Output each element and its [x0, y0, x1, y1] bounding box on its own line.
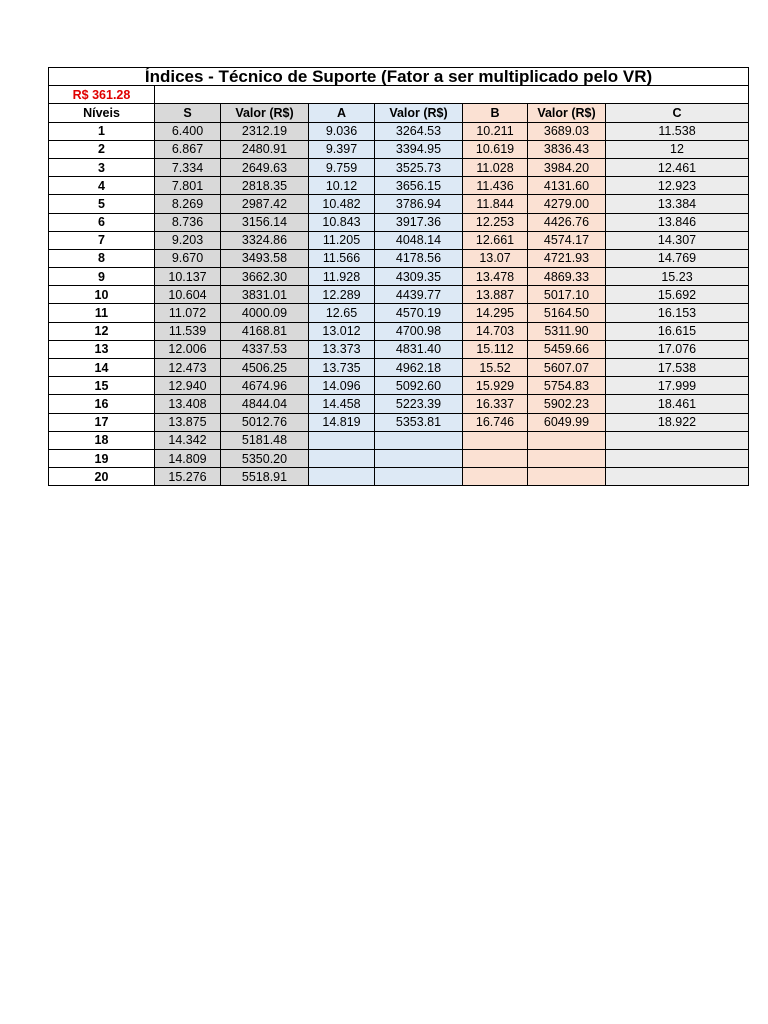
cell-b: 10.211 — [463, 122, 528, 140]
header-valor-b: Valor (R$) — [528, 104, 606, 122]
cell-s: 7.334 — [155, 158, 221, 176]
cell-a: 12.65 — [309, 304, 375, 322]
cell-valor-b: 4869.33 — [528, 268, 606, 286]
table-row — [49, 122, 749, 140]
cell-valor-b: 3689.03 — [528, 122, 606, 140]
cell-c: 18.922 — [606, 413, 749, 431]
cell-s: 15.276 — [155, 468, 221, 486]
cell-valor-b: 4131.60 — [528, 177, 606, 195]
cell-a: 9.036 — [309, 122, 375, 140]
cell-nivel: 17 — [49, 413, 155, 431]
cell-b — [463, 431, 528, 449]
cell-c: 17.999 — [606, 377, 749, 395]
cell-c — [606, 449, 749, 467]
cell-b: 12.253 — [463, 213, 528, 231]
cell-a: 14.819 — [309, 413, 375, 431]
cell-valor-b: 3984.20 — [528, 158, 606, 176]
table-row — [49, 377, 749, 395]
cell-a: 10.12 — [309, 177, 375, 195]
cell-c: 17.538 — [606, 359, 749, 377]
header-valor-a: Valor (R$) — [375, 104, 463, 122]
cell-c: 15.692 — [606, 286, 749, 304]
cell-valor-s: 4000.09 — [221, 304, 309, 322]
cell-valor-b: 5607.07 — [528, 359, 606, 377]
cell-b: 15.929 — [463, 377, 528, 395]
cell-valor-s: 2312.19 — [221, 122, 309, 140]
cell-valor-s: 5181.48 — [221, 431, 309, 449]
cell-nivel: 7 — [49, 231, 155, 249]
table-row — [49, 359, 749, 377]
cell-valor-b: 5754.83 — [528, 377, 606, 395]
cell-valor-a: 4439.77 — [375, 286, 463, 304]
cell-b: 11.028 — [463, 158, 528, 176]
spreadsheet-viewport — [48, 66, 697, 494]
cell-valor-a: 4048.14 — [375, 231, 463, 249]
cell-valor-b: 5017.10 — [528, 286, 606, 304]
cell-s: 8.736 — [155, 213, 221, 231]
cell-s: 9.203 — [155, 231, 221, 249]
cell-valor-a: 3394.95 — [375, 140, 463, 158]
table-row — [49, 449, 749, 467]
cell-b: 15.52 — [463, 359, 528, 377]
cell-valor-a: 4962.18 — [375, 359, 463, 377]
cell-nivel: 15 — [49, 377, 155, 395]
cell-nivel: 9 — [49, 268, 155, 286]
cell-valor-s: 3493.58 — [221, 249, 309, 267]
table-row — [49, 158, 749, 176]
cell-valor-s: 3324.86 — [221, 231, 309, 249]
cell-a: 14.096 — [309, 377, 375, 395]
table-row — [49, 177, 749, 195]
cell-nivel: 12 — [49, 322, 155, 340]
cell-nivel: 18 — [49, 431, 155, 449]
table-row — [49, 140, 749, 158]
cell-s: 10.604 — [155, 286, 221, 304]
header-c: C — [606, 104, 749, 122]
cell-c: 12.923 — [606, 177, 749, 195]
cell-b: 13.887 — [463, 286, 528, 304]
cell-nivel: 10 — [49, 286, 155, 304]
cell-s: 11.072 — [155, 304, 221, 322]
table-row — [49, 413, 749, 431]
cell-c: 16.153 — [606, 304, 749, 322]
cell-c: 12 — [606, 140, 749, 158]
cell-valor-a — [375, 449, 463, 467]
cell-c: 17.076 — [606, 340, 749, 358]
header-valor-s: Valor (R$) — [221, 104, 309, 122]
table-row — [49, 431, 749, 449]
cell-valor-b: 4721.93 — [528, 249, 606, 267]
cell-valor-b: 5164.50 — [528, 304, 606, 322]
cell-c: 16.615 — [606, 322, 749, 340]
cell-valor-b: 4279.00 — [528, 195, 606, 213]
cell-s: 14.342 — [155, 431, 221, 449]
cell-a — [309, 449, 375, 467]
cell-valor-b: 3836.43 — [528, 140, 606, 158]
table-row — [49, 213, 749, 231]
cell-s: 6.867 — [155, 140, 221, 158]
header-niveis: Níveis — [49, 104, 155, 122]
cell-c: 13.846 — [606, 213, 749, 231]
cell-s: 10.137 — [155, 268, 221, 286]
cell-valor-b: 6049.99 — [528, 413, 606, 431]
cell-valor-s: 4337.53 — [221, 340, 309, 358]
cell-nivel: 6 — [49, 213, 155, 231]
cell-a: 11.928 — [309, 268, 375, 286]
cell-a: 14.458 — [309, 395, 375, 413]
cell-valor-s: 3831.01 — [221, 286, 309, 304]
cell-s: 9.670 — [155, 249, 221, 267]
cell-valor-s: 5012.76 — [221, 413, 309, 431]
cell-nivel: 16 — [49, 395, 155, 413]
header-a: A — [309, 104, 375, 122]
cell-nivel: 2 — [49, 140, 155, 158]
cell-c: 14.307 — [606, 231, 749, 249]
cell-a: 10.482 — [309, 195, 375, 213]
cell-b: 14.295 — [463, 304, 528, 322]
cell-s: 6.400 — [155, 122, 221, 140]
cell-c — [606, 468, 749, 486]
cell-s: 7.801 — [155, 177, 221, 195]
cell-b: 14.703 — [463, 322, 528, 340]
cell-valor-a: 5092.60 — [375, 377, 463, 395]
cell-valor-a: 4309.35 — [375, 268, 463, 286]
cell-a: 11.566 — [309, 249, 375, 267]
cell-b: 11.436 — [463, 177, 528, 195]
cell-nivel: 8 — [49, 249, 155, 267]
cell-valor-s: 2987.42 — [221, 195, 309, 213]
empty-merged-cell — [155, 86, 749, 104]
cell-a: 9.759 — [309, 158, 375, 176]
cell-s: 13.875 — [155, 413, 221, 431]
cell-b: 16.746 — [463, 413, 528, 431]
cell-valor-b: 5459.66 — [528, 340, 606, 358]
cell-valor-s: 2818.35 — [221, 177, 309, 195]
reference-value-cell: R$ 361.28 — [49, 86, 155, 104]
cell-c — [606, 431, 749, 449]
cell-valor-a: 4831.40 — [375, 340, 463, 358]
cell-valor-s: 2649.63 — [221, 158, 309, 176]
cell-b: 11.844 — [463, 195, 528, 213]
cell-s: 11.539 — [155, 322, 221, 340]
cell-b: 15.112 — [463, 340, 528, 358]
cell-valor-a: 5223.39 — [375, 395, 463, 413]
cell-nivel: 5 — [49, 195, 155, 213]
table-row — [49, 195, 749, 213]
cell-valor-s: 4844.04 — [221, 395, 309, 413]
cell-c: 12.461 — [606, 158, 749, 176]
cell-nivel: 4 — [49, 177, 155, 195]
table-row — [49, 322, 749, 340]
cell-nivel: 3 — [49, 158, 155, 176]
header-row — [49, 104, 749, 122]
table-row — [49, 231, 749, 249]
cell-b: 16.337 — [463, 395, 528, 413]
cell-valor-s: 5518.91 — [221, 468, 309, 486]
table-row — [49, 340, 749, 358]
cell-valor-b — [528, 431, 606, 449]
cell-c: 14.769 — [606, 249, 749, 267]
cell-a: 10.843 — [309, 213, 375, 231]
cell-valor-a: 4178.56 — [375, 249, 463, 267]
cell-c: 18.461 — [606, 395, 749, 413]
cell-valor-b — [528, 449, 606, 467]
cell-a: 13.735 — [309, 359, 375, 377]
header-b: B — [463, 104, 528, 122]
cell-valor-b — [528, 468, 606, 486]
header-s: S — [155, 104, 221, 122]
cell-valor-s: 4506.25 — [221, 359, 309, 377]
cell-valor-a — [375, 431, 463, 449]
table-title: Índices - Técnico de Suporte (Fator a ser multiplicado pelo VR) — [49, 68, 749, 86]
table-row — [49, 304, 749, 322]
cell-nivel: 11 — [49, 304, 155, 322]
cell-b: 10.619 — [463, 140, 528, 158]
cell-a: 12.289 — [309, 286, 375, 304]
table-row — [49, 468, 749, 486]
cell-valor-s: 2480.91 — [221, 140, 309, 158]
cell-valor-a: 5353.81 — [375, 413, 463, 431]
cell-nivel: 14 — [49, 359, 155, 377]
indices-table — [48, 67, 749, 486]
cell-nivel: 19 — [49, 449, 155, 467]
cell-s: 13.408 — [155, 395, 221, 413]
cell-valor-a: 3656.15 — [375, 177, 463, 195]
cell-s: 12.473 — [155, 359, 221, 377]
cell-b: 13.07 — [463, 249, 528, 267]
cell-a: 9.397 — [309, 140, 375, 158]
cell-valor-s: 3156.14 — [221, 213, 309, 231]
table-row — [49, 395, 749, 413]
cell-nivel: 20 — [49, 468, 155, 486]
cell-valor-b: 5902.23 — [528, 395, 606, 413]
cell-valor-b: 4426.76 — [528, 213, 606, 231]
cell-valor-a: 3264.53 — [375, 122, 463, 140]
cell-valor-a — [375, 468, 463, 486]
cell-s: 12.006 — [155, 340, 221, 358]
cell-b — [463, 449, 528, 467]
cell-valor-s: 5350.20 — [221, 449, 309, 467]
cell-c: 13.384 — [606, 195, 749, 213]
cell-valor-a: 3525.73 — [375, 158, 463, 176]
cell-valor-a: 4570.19 — [375, 304, 463, 322]
cell-s: 14.809 — [155, 449, 221, 467]
cell-b: 13.478 — [463, 268, 528, 286]
cell-s: 8.269 — [155, 195, 221, 213]
cell-valor-s: 4168.81 — [221, 322, 309, 340]
cell-a: 13.012 — [309, 322, 375, 340]
cell-valor-a: 3917.36 — [375, 213, 463, 231]
cell-nivel: 1 — [49, 122, 155, 140]
table-row — [49, 249, 749, 267]
cell-a: 11.205 — [309, 231, 375, 249]
cell-b: 12.661 — [463, 231, 528, 249]
cell-a: 13.373 — [309, 340, 375, 358]
cell-a — [309, 431, 375, 449]
cell-valor-a: 3786.94 — [375, 195, 463, 213]
table-row — [49, 268, 749, 286]
cell-c: 11.538 — [606, 122, 749, 140]
cell-valor-b: 5311.90 — [528, 322, 606, 340]
table-row — [49, 286, 749, 304]
cell-valor-a: 4700.98 — [375, 322, 463, 340]
cell-valor-s: 3662.30 — [221, 268, 309, 286]
cell-valor-b: 4574.17 — [528, 231, 606, 249]
cell-b — [463, 468, 528, 486]
cell-nivel: 13 — [49, 340, 155, 358]
cell-a — [309, 468, 375, 486]
cell-c: 15.23 — [606, 268, 749, 286]
cell-s: 12.940 — [155, 377, 221, 395]
cell-valor-s: 4674.96 — [221, 377, 309, 395]
